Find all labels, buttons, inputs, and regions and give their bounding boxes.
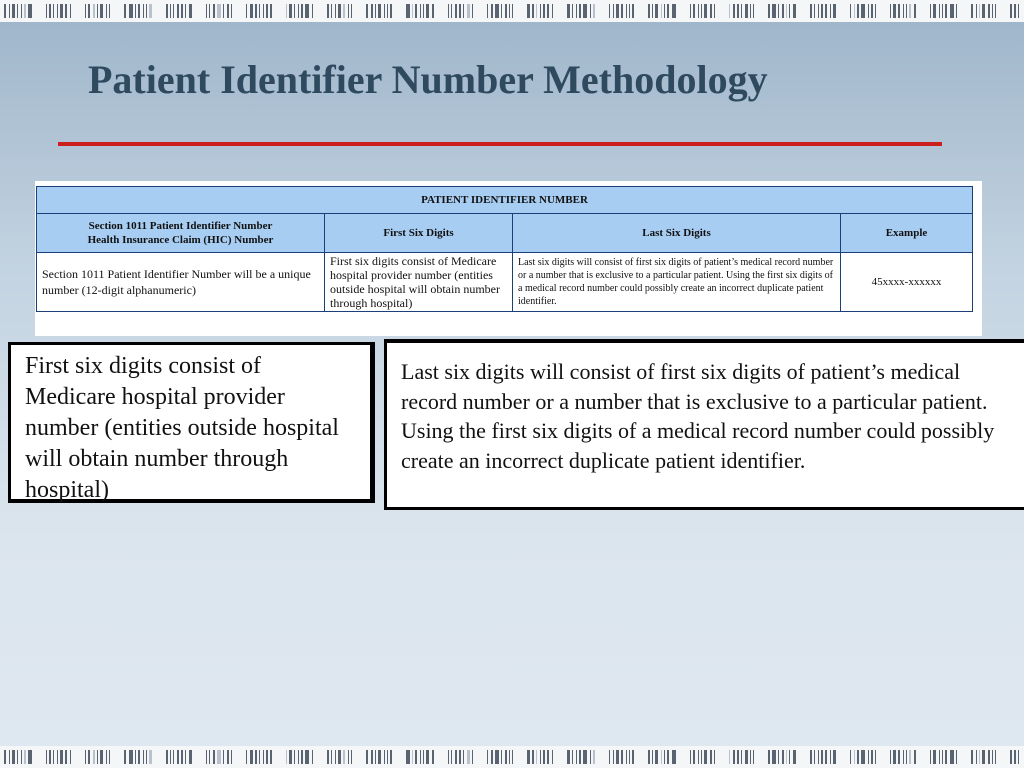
column-header-section-1011: Section 1011 Patient Identifier Number Health Insurance Claim (HIC) Number	[37, 214, 325, 253]
barcode-pattern-top	[0, 0, 1024, 22]
barcode-pattern-bottom	[0, 746, 1024, 768]
cell-first-six: First six digits consist of Medicare hospital provider number (entities outside hospital will obtain number through hospital)	[325, 253, 513, 312]
table-row	[37, 253, 973, 312]
cell-description: Section 1011 Patient Identifier Number will be a unique number (12-digit alphanumeric)	[37, 253, 325, 312]
slide-title: Patient Identifier Number Methodology	[88, 57, 768, 102]
first-six-digits-callout: First six digits consist of Medicare hospital provider number (entities outside hospital will obtain number through hospital)	[8, 342, 375, 503]
cell-example: 45xxxx-xxxxxx	[841, 253, 973, 312]
title-underline	[58, 142, 942, 146]
column-header-example: Example	[841, 214, 973, 253]
table-image	[35, 181, 982, 336]
column-header-last-six: Last Six Digits	[513, 214, 841, 253]
bottom-decorative-strip	[0, 746, 1024, 768]
last-six-digits-callout: Last six digits will consist of first six digits of patient’s medical record number or a number that is exclusive to a particular patient. Using the first six digits of a medical record number could possibly create an incorrect duplicate patient identifier.	[384, 339, 1024, 510]
top-decorative-strip	[0, 0, 1024, 22]
patient-identifier-table	[36, 186, 973, 312]
cell-last-six: Last six digits will consist of first six digits of patient’s medical record number or a number that is exclusive to a particular patient. Using the first six digits of a medical record number could possibly create an incorrect duplicate patient identifier.	[513, 253, 841, 312]
column-header-first-six: First Six Digits	[325, 214, 513, 253]
table-header: PATIENT IDENTIFIER NUMBER	[37, 187, 973, 214]
